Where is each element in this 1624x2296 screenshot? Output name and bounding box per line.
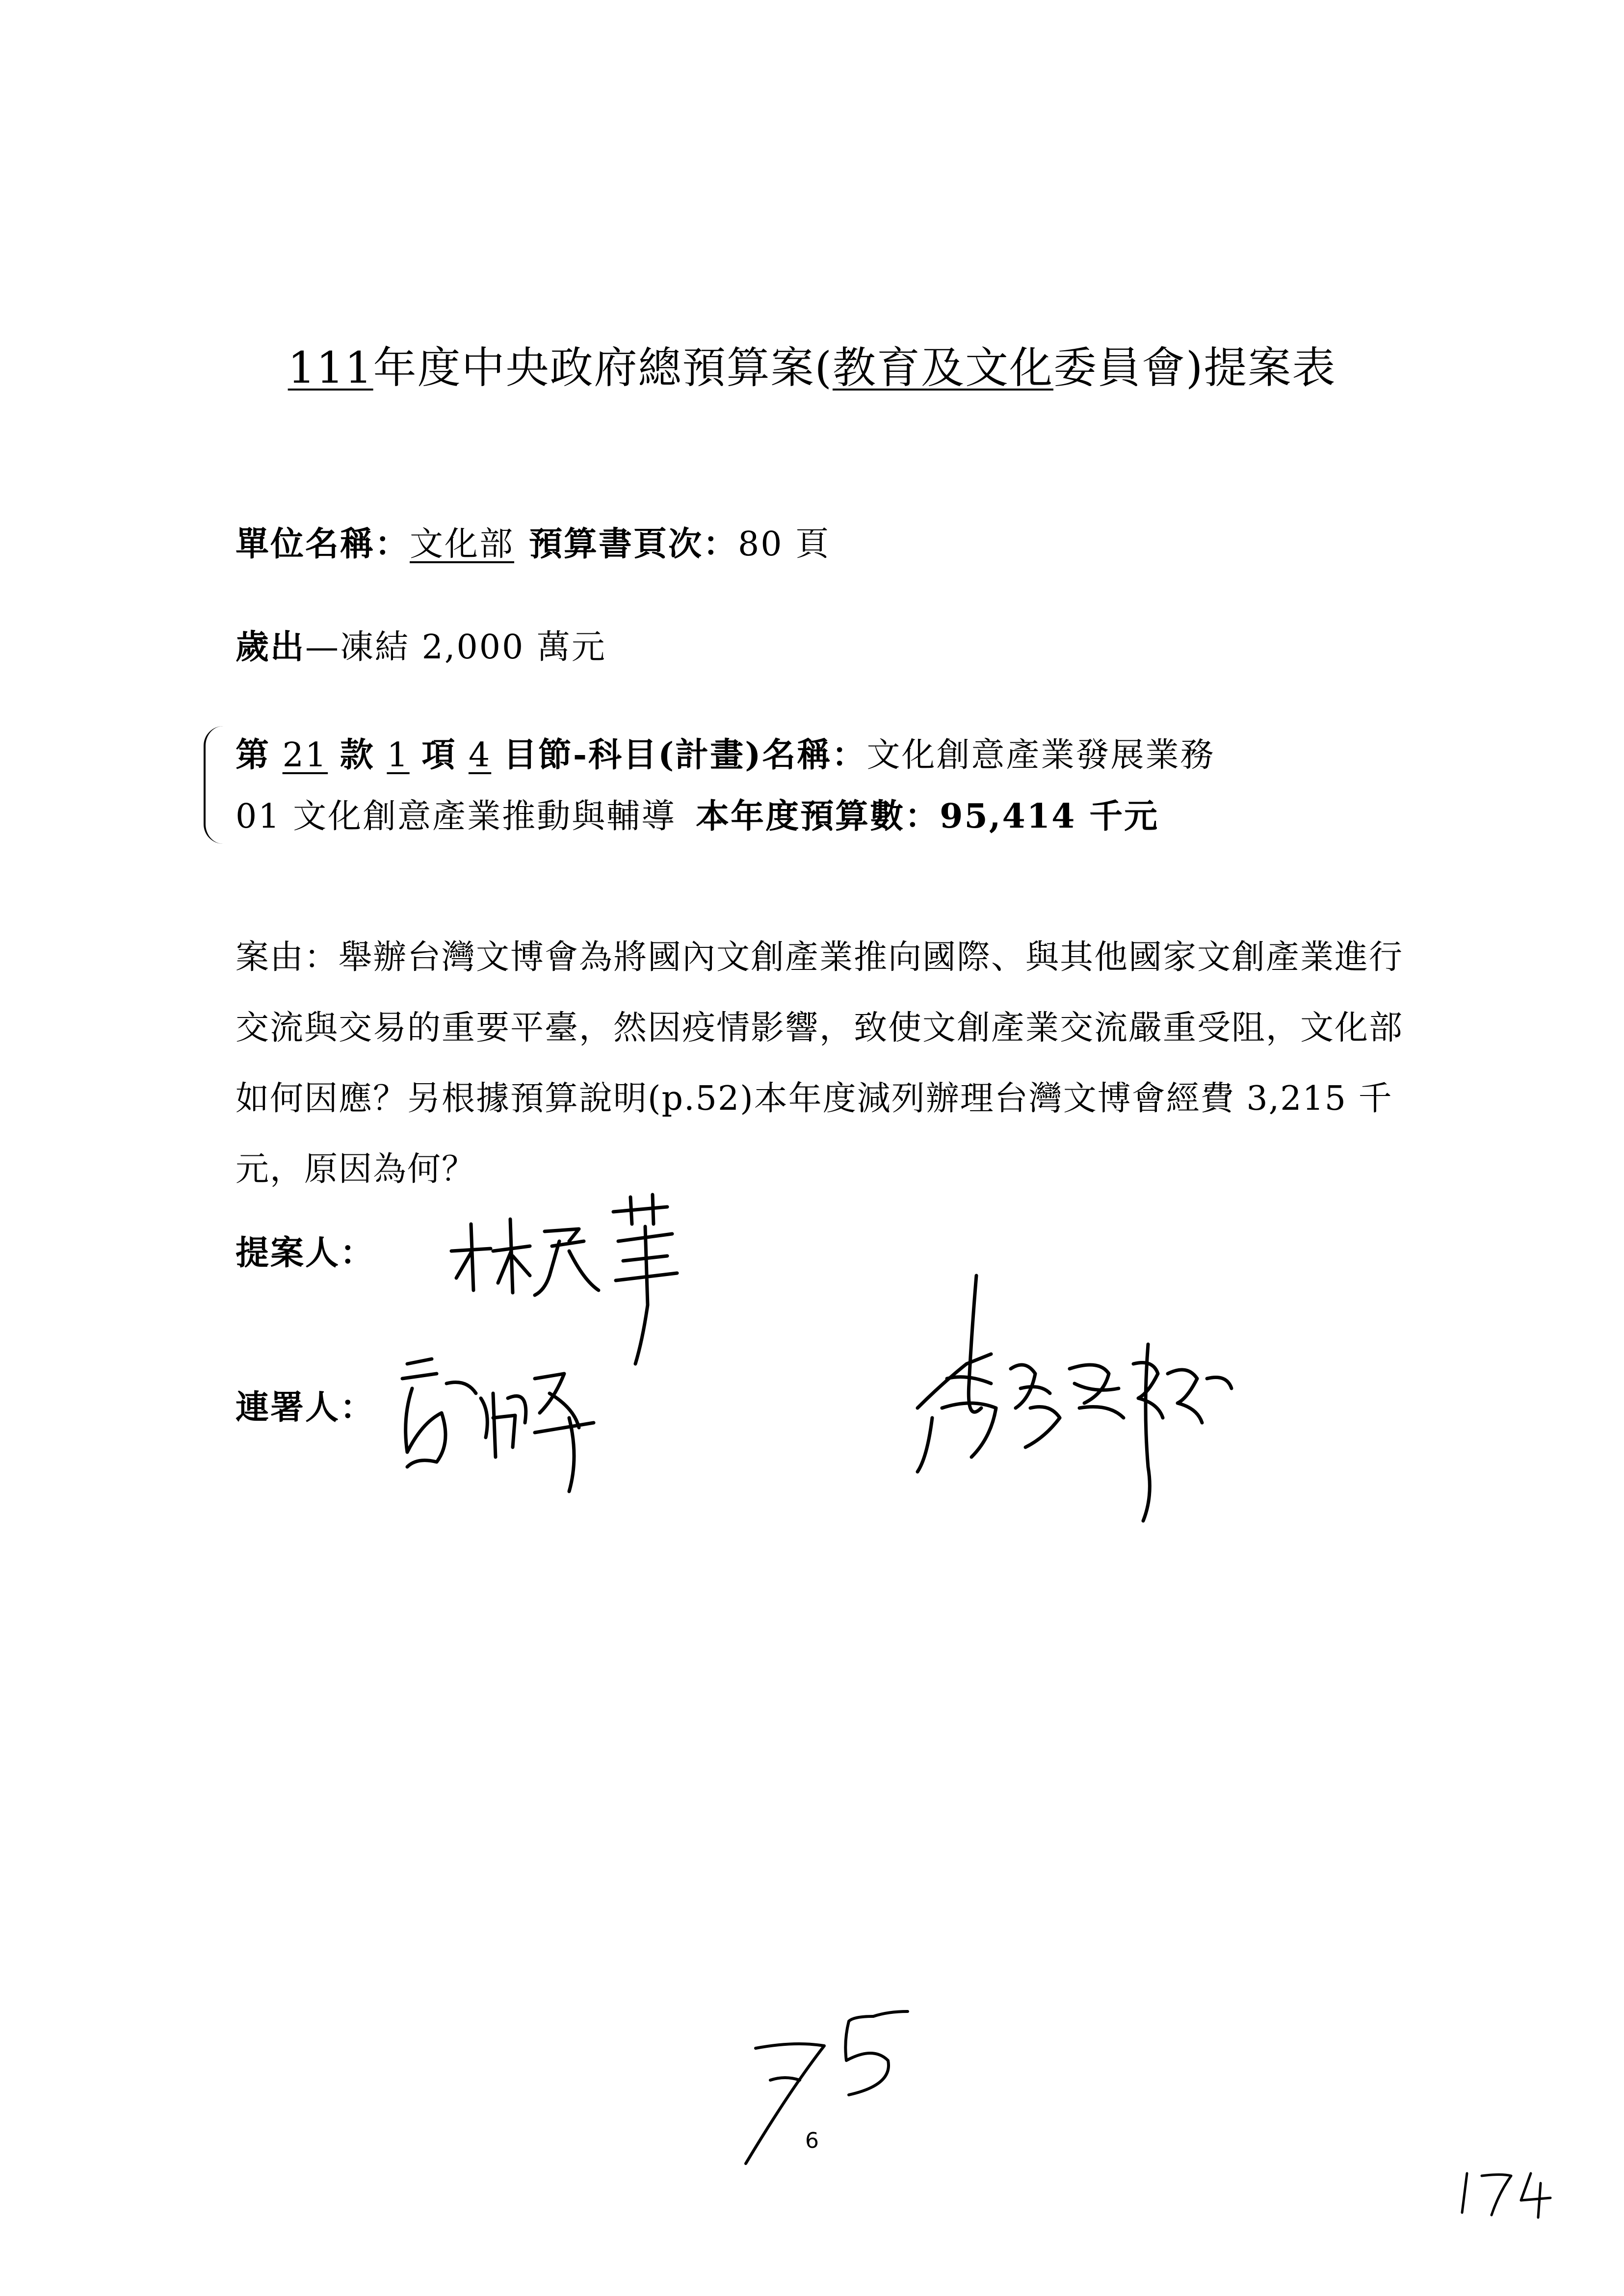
expenditure-line [236,621,606,668]
mu-number: 4 [468,736,492,775]
reason-label: 案由： [236,938,339,977]
xiang-label: 項 [421,735,457,775]
budget-page-label: 預算書頁次： [529,524,738,564]
expenditure-label: 歲出 [236,627,306,667]
item-line-1 [236,729,1215,776]
proposer-label: 提案人： [236,1233,375,1273]
title-part2: 委員會)提案表 [1053,342,1336,393]
corner-number [1452,2154,1560,2222]
expenditure-text: —凍結 2,000 萬元 [305,628,606,667]
unit-line [236,518,830,565]
budget-amount-value: 95,414 千元 [940,797,1159,836]
title-committee: 教育及文化 [832,342,1053,393]
unit-name: 文化部 [410,525,515,564]
kuan-number: 21 [282,736,328,775]
item-bracket [204,726,225,844]
budget-amount-label: 本年度預算數： [696,797,940,836]
reason-paragraph [236,922,1433,1205]
cosigner-label: 連署人： [236,1388,375,1427]
cosigner-signature-1 [388,1344,662,1501]
cosigner-signature-2 [913,1261,1256,1536]
kuan-label: 款 [340,735,375,775]
item-name-label: 目節-科目(計畫)名稱： [503,735,867,775]
page-title [0,334,1624,395]
program-name: 01 文化創意產業推動與輔導 [236,797,677,836]
title-part1: 年度中央政府總預算案( [373,342,833,393]
budget-page-value: 80 頁 [738,525,831,564]
item-name: 文化創意產業發展業務 [866,736,1215,775]
xiang-number: 1 [387,736,410,775]
title-year: 111 [288,342,373,393]
unit-label: 單位名稱： [236,524,410,564]
page-number: 6 [805,2128,819,2153]
item-line-2 [236,790,1159,837]
kuan-prefix: 第 [236,735,271,775]
reason-text: 舉辦台灣文博會為將國內文創產業推向國際、與其他國家文創產業進行交流與交易的重要平臺，然因疫情影響，致使文創產業交流嚴重受阻，文化部如何因應？另根據預算說明(p.52)本年度減列辦理台灣文博會經費 3,215 千元，原因為何？ [236,938,1404,1189]
